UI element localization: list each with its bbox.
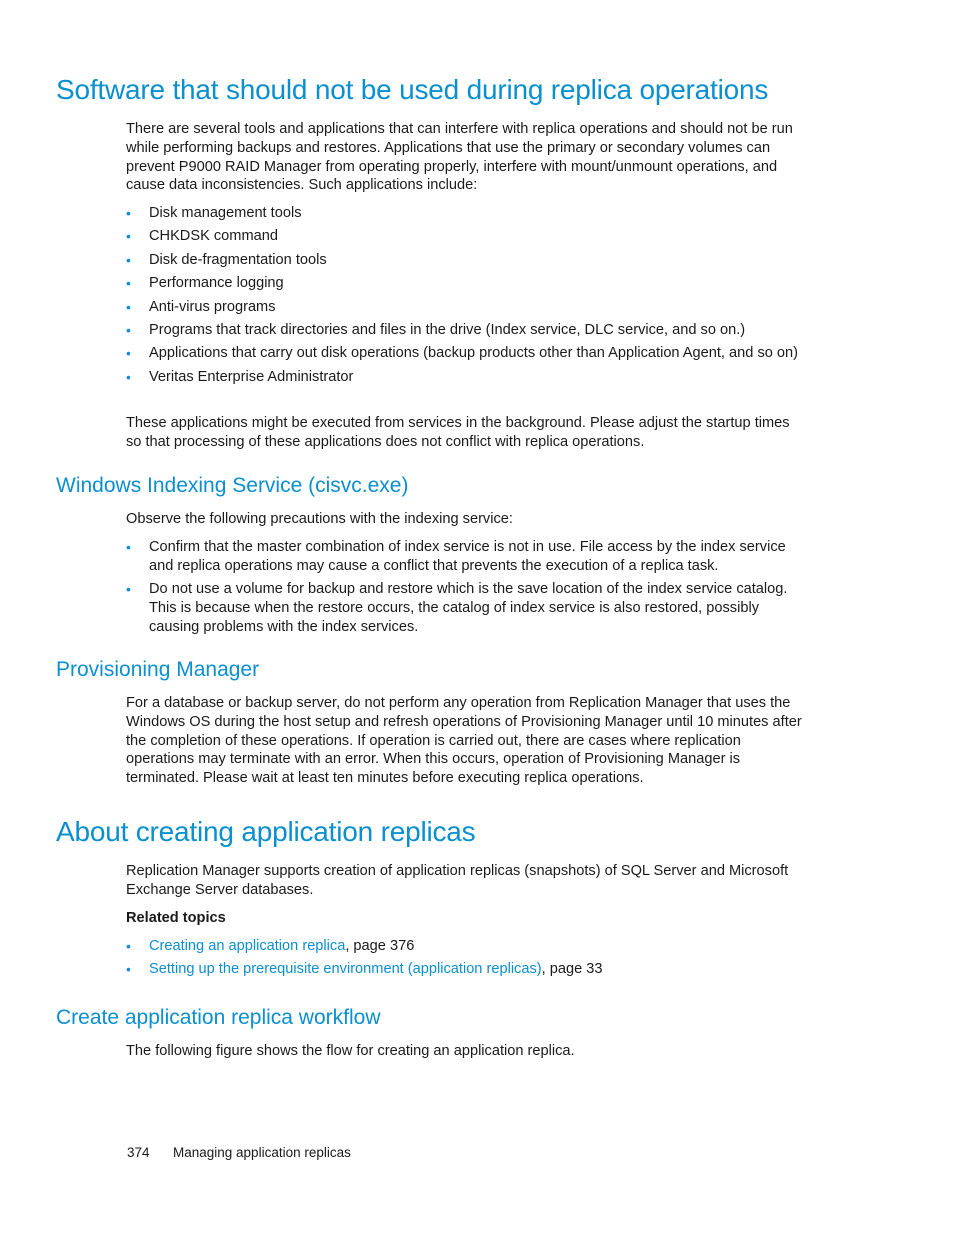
section1-intro: There are several tools and applications that can interfere with replica operations and should not be run while performing backups and restores. Applications that use the primary or secondary volumes can prevent P9000 RAID Manager from operating properly, interfere with mount/unmount operations, and cause data inconsistencies. Such applications include:	[126, 121, 793, 194]
bullet-icon: •	[126, 345, 131, 362]
bullet-icon: •	[126, 228, 131, 245]
section1-outro: These applications might be executed from services in the background. Please adjust the startup times so that processing of these applications does not conflict with replica operations.	[126, 415, 790, 450]
section3-body: For a database or backup server, do not perform any operation from Replication Manager that uses the Windows OS during the host setup and refresh operations of Provisioning Manager until 10 minutes after the completion of these operations. If operation is carried out, there are cases where replication operations may terminate with an error. When this occurs, operation of Provisioning Manager is terminated. Please wait at least ten minutes before executing replica operations.	[126, 695, 802, 787]
bullet-icon: •	[126, 539, 131, 555]
bullet-icon: •	[126, 961, 131, 978]
bullet-icon: •	[126, 938, 131, 954]
list-item: • Confirm that the master combination of index service is not in use. File access by the index service and replica operations may cause a conflict that prevents the execution of a replica task.	[126, 539, 786, 574]
section-title-provisioning-manager: Provisioning Manager	[56, 658, 260, 681]
page-footer	[127, 1145, 351, 1160]
list-item: • Programs that track directories and files in the drive (Index service, DLC service, and so on.)	[126, 321, 746, 338]
section5-body: The following figure shows the flow for creating an application replica.	[126, 1043, 575, 1059]
indexing-precautions-list	[126, 538, 806, 637]
related-topics-label: Related topics	[126, 910, 226, 926]
section4-body: Replication Manager supports creation of application replicas (snapshots) of SQL Server and Microsoft Exchange Server databases.	[126, 863, 789, 898]
section-title-about-replicas: About creating application replicas	[56, 816, 476, 847]
list-item: • Creating an application replica, page 376	[126, 938, 415, 954]
bullet-icon: •	[126, 321, 131, 338]
section2-intro: Observe the following precautions with the indexing service:	[126, 511, 513, 527]
list-item: • CHKDSK command	[126, 228, 278, 245]
list-item: • Performance logging	[126, 275, 284, 292]
list-item: • Veritas Enterprise Administrator	[126, 368, 354, 385]
bullet-icon: •	[126, 581, 131, 598]
section-title-software-not-used: Software that should not be used during replica operations	[56, 74, 769, 105]
link-prerequisite-environment[interactable]: Setting up the prerequisite environment (application replicas)	[149, 961, 542, 978]
chapter-title: Managing application replicas	[173, 1145, 351, 1160]
list-item: • Setting up the prerequisite environment (application replicas), page 33	[126, 961, 603, 978]
software-list	[126, 204, 806, 387]
list-item: • Do not use a volume for backup and restore which is the save location of the index service catalog. This is because when the restore occurs, the catalog of index service is also restored, possibly causing problems with the index services.	[126, 581, 788, 635]
section-title-windows-indexing: Windows Indexing Service (cisvc.exe)	[56, 474, 409, 497]
bullet-icon: •	[126, 275, 131, 292]
bullet-icon: •	[126, 251, 131, 268]
list-item: • Anti-virus programs	[126, 298, 276, 315]
list-item: • Applications that carry out disk operations (backup products other than Application Agent, and so on)	[126, 345, 799, 362]
list-item: • Disk management tools	[126, 205, 302, 221]
page-number: 374	[127, 1145, 150, 1160]
link-creating-application-replica[interactable]: Creating an application replica	[149, 938, 346, 954]
bullet-icon: •	[126, 298, 131, 315]
bullet-icon: •	[126, 205, 131, 221]
bullet-icon: •	[126, 368, 131, 385]
list-item: • Disk de-fragmentation tools	[126, 251, 327, 268]
section-title-create-workflow: Create application replica workflow	[56, 1006, 381, 1029]
related-topics-list	[126, 937, 806, 979]
